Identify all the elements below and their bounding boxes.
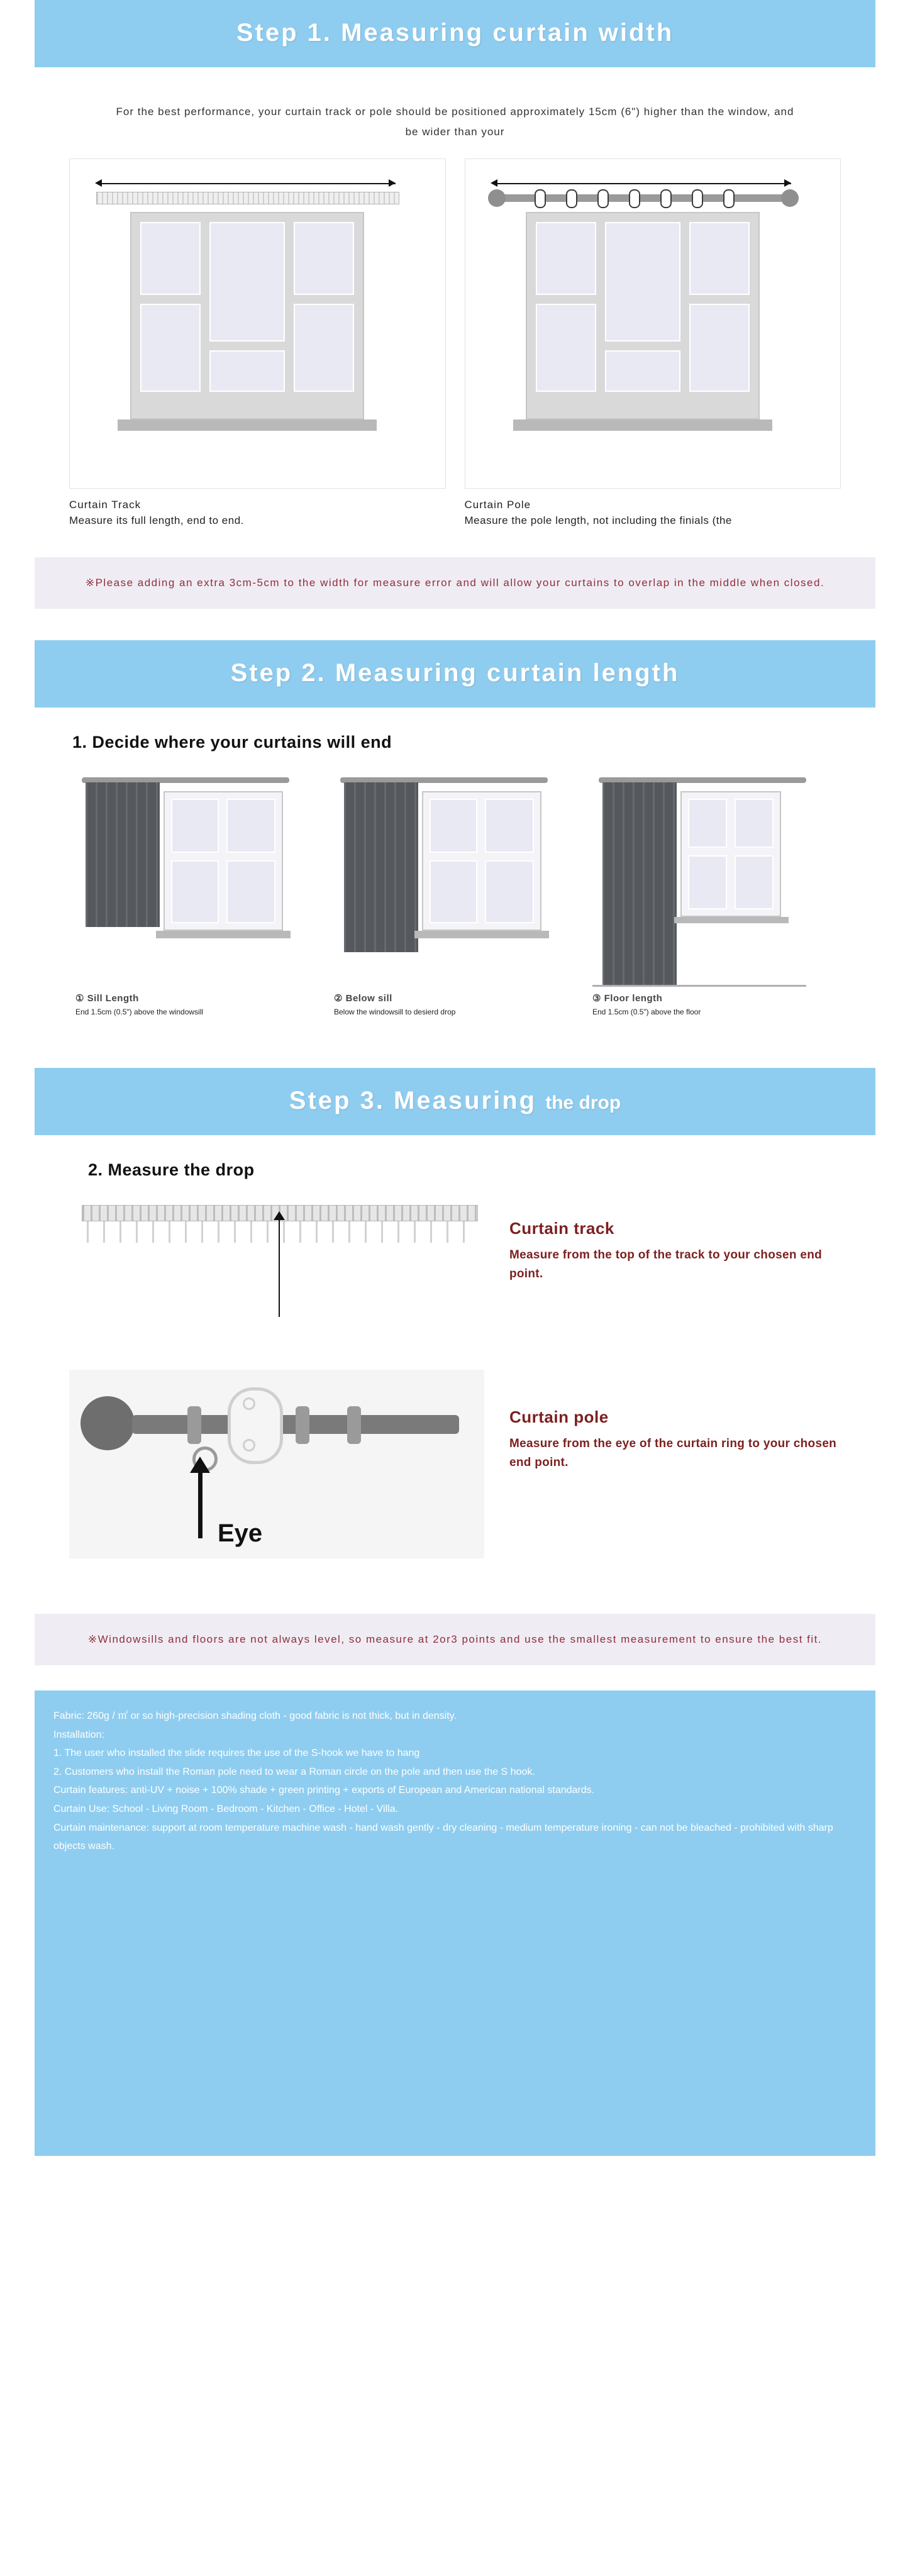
figure-curtain-pole [465,158,841,529]
option-floor-desc: End 1.5cm (0.5") above the floor [592,1007,701,1016]
pole-drop-heading: Curtain pole [509,1407,609,1427]
curtain-texture [602,782,677,985]
drop-pole-row [0,1370,910,1558]
option-below-sill-desc: Below the windowsill to desierd drop [334,1007,456,1016]
window-pane [605,350,680,392]
eye-arrow-line [198,1469,203,1538]
floor-line [592,985,806,987]
step3-banner-sub: the drop [545,1092,621,1114]
window-pane [735,855,774,909]
window-sill [513,419,772,431]
track-drop-body: Measure from the top of the track to your chosen end point. [509,1248,823,1280]
pole-drop-body: Measure from the eye of the curtain ring to your chosen end point. [509,1437,837,1469]
step3-banner-main: Step 3. Measuring [289,1087,537,1115]
floor-length-illustration [592,769,835,989]
step3-subhead: 2. Measure the drop [88,1160,255,1180]
window-pane [689,222,750,295]
window-pane [536,222,596,295]
window-pane [689,304,750,392]
track-drop-illustration [69,1194,484,1345]
window-pane [294,304,354,392]
figure-track-caption-body: Measure its full length, end to end. [69,514,244,526]
pole-ring [597,189,609,208]
window-pane [430,860,477,923]
step1-note-box [35,557,875,609]
width-arrow-left [95,179,102,187]
step1-figures [0,149,910,529]
info-line-install-2: 2. Customers who install the Roman pole need to wear a Roman circle on the pole and then use the S hook. [53,1766,535,1777]
step2-subhead: 1. Decide where your curtains will end [72,732,392,752]
track-drop-text [509,1194,841,1283]
window-pane [171,860,219,923]
window-sill [118,419,377,431]
width-arrow-right [784,179,791,187]
drop-arrow-head [274,1211,285,1220]
step3-banner [35,1068,875,1135]
figure-pole-caption-title: Curtain Pole [464,498,531,511]
window-pane [226,860,275,923]
pole-ring [296,1406,309,1444]
below-sill-illustration [334,769,576,989]
window-pane [209,350,285,392]
pole-ring [723,189,735,208]
option-floor-length [592,769,835,1018]
curtain-track-illustration [69,158,446,489]
drop-track-row [0,1194,910,1345]
window-pane [735,799,774,848]
pole-ring [187,1406,201,1444]
pole-ring [692,189,703,208]
info-line-maintenance: Curtain maintenance: support at room temperature machine wash - hand wash gently - dry cleaning - medium temperature ironing - can not be bleached - prohibited with sharp objects wash. [53,1822,833,1852]
window-pane [536,304,596,392]
step2-banner: Step 2. Measuring curtain length [35,640,875,708]
eye-label: Eye [218,1519,263,1548]
pole-ring [535,189,546,208]
curtain-panel [602,782,677,985]
window-pane [294,222,354,295]
info-line-features: Curtain features: anti-UV + noise + 100% shade + green printing + exports of European and American national standards. [53,1785,595,1796]
pole-ring [660,189,672,208]
window-pane [226,799,275,853]
window-pane [485,799,534,853]
window-pane [171,799,219,853]
product-info-block [35,1690,875,2156]
width-arrow-line [100,183,396,184]
step1-banner-wrap [0,0,910,67]
step1-note-text: ※Please adding an extra 3cm-5cm to the width for measure error and will allow your curtains to overlap in the middle when closed. [85,577,825,589]
drop-arrow-line [279,1216,280,1317]
window-pane [430,799,477,853]
width-arrow-left [491,179,497,187]
curtain-panel [86,782,160,927]
window-pane [140,304,201,392]
sill-length-illustration [75,769,318,989]
pole-finial [80,1396,135,1450]
figure-pole-caption-body: Measure the pole length, not including the finials (the [464,514,732,526]
step3-note-box [35,1614,875,1665]
track-drop-heading: Curtain track [509,1219,614,1238]
info-line-fabric: Fabric: 260g / ㎡ or so high-precision shading cloth - good fabric is not thick, but in density. [53,1710,457,1721]
curtain-panel [344,782,418,952]
pole-finial-left [488,189,506,207]
window-sill [414,931,549,938]
window-pane [688,799,727,848]
track-rail [96,192,399,204]
window-pane [209,222,285,341]
window-pane [688,855,727,909]
option-below-sill-label: ② Below sill [334,992,392,1004]
option-sill-desc: End 1.5cm (0.5") above the windowsill [75,1007,204,1016]
pole-ring [347,1406,361,1444]
eye-arrow-head [190,1457,210,1473]
curtain-pole-illustration [465,158,841,489]
window-pane [605,222,680,341]
step2-options [0,752,910,1018]
step2-banner-wrap [0,640,910,708]
info-line-installation: Installation: [53,1729,104,1740]
info-line-use: Curtain Use: School - Living Room - Bedroom - Kitchen - Office - Hotel - Villa. [53,1803,399,1814]
info-line-install-1: 1. The user who installed the slide requires the use of the S-hook we have to hang [53,1748,420,1759]
figure-curtain-track [69,158,446,529]
pole-drop-illustration [69,1370,484,1558]
curtain-texture [86,782,160,927]
track-gliders [83,1221,477,1243]
window-pane [485,860,534,923]
pole-ring [566,189,577,208]
window-sill [156,931,291,938]
curtain-texture [344,782,418,952]
option-sill-label: ① Sill Length [75,992,139,1004]
pole-bracket [228,1387,283,1464]
width-arrow-right [389,179,396,187]
pole-ring [629,189,640,208]
option-floor-label: ③ Floor length [592,992,663,1004]
step1-banner: Step 1. Measuring curtain width [35,0,875,67]
figure-track-caption-title: Curtain Track [69,498,141,511]
step1-intro: For the best performance, your curtain track or pole should be positioned approximately 15cm (6") higher than the window, and be wider than your [116,106,794,138]
pole-finial-right [781,189,799,207]
width-arrow-line [496,183,791,184]
option-sill-length [75,769,318,1018]
pole-drop-text [509,1370,841,1472]
step3-note-text: ※Windowsills and floors are not always level, so measure at 2or3 points and use the smallest measurement to ensure the best fit. [87,1633,823,1646]
option-below-sill [334,769,576,1018]
window-sill [674,917,789,923]
step3-banner-wrap [0,1068,910,1135]
window-pane [140,222,201,295]
